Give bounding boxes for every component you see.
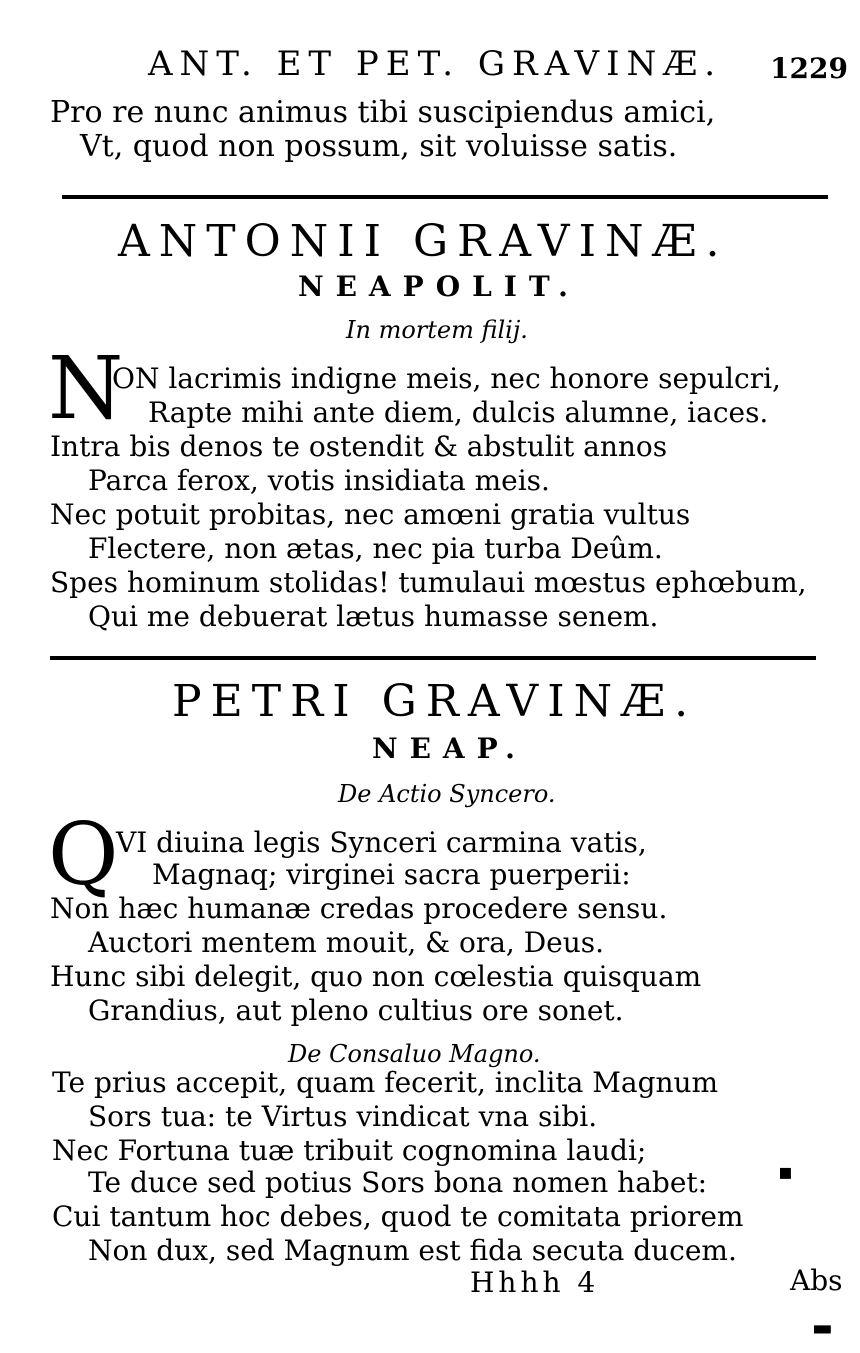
poem3-line-6: Non dux, sed Magnum est fida secuta ducem. (88, 1234, 737, 1267)
poem2-dropcap: Q (48, 805, 119, 905)
poem1-caption: In mortem filij. (346, 316, 528, 344)
poem2-line-5: Hunc sibi delegit, quo non cœlestia quisquam (50, 960, 702, 993)
poem2-title: PETRI GRAVINÆ. (172, 676, 698, 727)
section-rule-2 (50, 656, 816, 660)
opening-line-1: Pro re nunc animus tibi suscipiendus amici, (50, 95, 716, 130)
margin-dot-icon: ▪ (778, 1160, 793, 1185)
poem1-line-2: Rapte mihi ante diem, dulcis alumne, iaces. (148, 396, 769, 429)
poem2-line-4: Auctori mentem mouit, & ora, Deus. (88, 926, 605, 959)
poem2-line-6: Grandius, aut pleno cultius ore sonet. (88, 994, 624, 1027)
poem1-subtitle: NEAPOLIT. (298, 270, 580, 303)
poem1-line-6: Flectere, non ætas, nec pia turba Deûm. (88, 532, 663, 565)
poem3-line-1: Te prius accepit, quam fecerit, inclita Magnum (52, 1066, 719, 1099)
poem1-line-3: Intra bis denos te ostendit & abstulit annos (50, 430, 668, 463)
poem1-line-1: ON lacrimis indigne meis, nec honore sepulcri, (112, 362, 781, 395)
poem3-line-4: Te duce sed potius Sors bona nomen habet: (88, 1166, 708, 1199)
poem1-line-5: Nec potuit probitas, nec amœni gratia vultus (50, 498, 691, 531)
poem3-line-2: Sors tua: te Virtus vindicat vna sibi. (88, 1100, 598, 1133)
opening-line-2: Vt, quod non possum, sit voluisse satis. (80, 129, 678, 164)
catchword: Abs (790, 1264, 843, 1297)
poem2-subtitle: NEAP. (372, 732, 527, 765)
poem3-line-5: Cui tantum hoc debes, quod te comitata priorem (52, 1200, 744, 1233)
running-title: ANT. ET PET. GRAVINÆ. (148, 44, 723, 84)
poem2-line-1: VI diuina legis Synceri carmina vatis, (116, 826, 647, 859)
margin-dash-icon: ▬ (812, 1316, 833, 1341)
section-rule-1 (62, 195, 828, 199)
poem1-line-4: Parca ferox, votis insidiata meis. (88, 464, 550, 497)
poem1-title: ANTONII GRAVINÆ. (118, 216, 729, 267)
poem1-line-7: Spes hominum stolidas! tumulaui mœstus ephœbum, (50, 566, 807, 599)
poem3-line-3: Nec Fortuna tuæ tribuit cognomina laudi; (52, 1134, 647, 1167)
poem2-line-3: Non hæc humanæ credas procedere sensu. (50, 892, 668, 925)
poem1-dropcap: N (48, 339, 124, 439)
poem3-caption: De Consaluo Magno. (288, 1040, 541, 1068)
page-number: 1229 (770, 52, 848, 85)
poem2-line-2: Magnaq; virginei sacra puerperii: (152, 858, 631, 891)
poem2-caption: De Actio Syncero. (338, 780, 556, 808)
poem1-line-8: Qui me debuerat lætus humasse senem. (88, 600, 659, 633)
signature-mark: Hhhh 4 (470, 1266, 600, 1299)
